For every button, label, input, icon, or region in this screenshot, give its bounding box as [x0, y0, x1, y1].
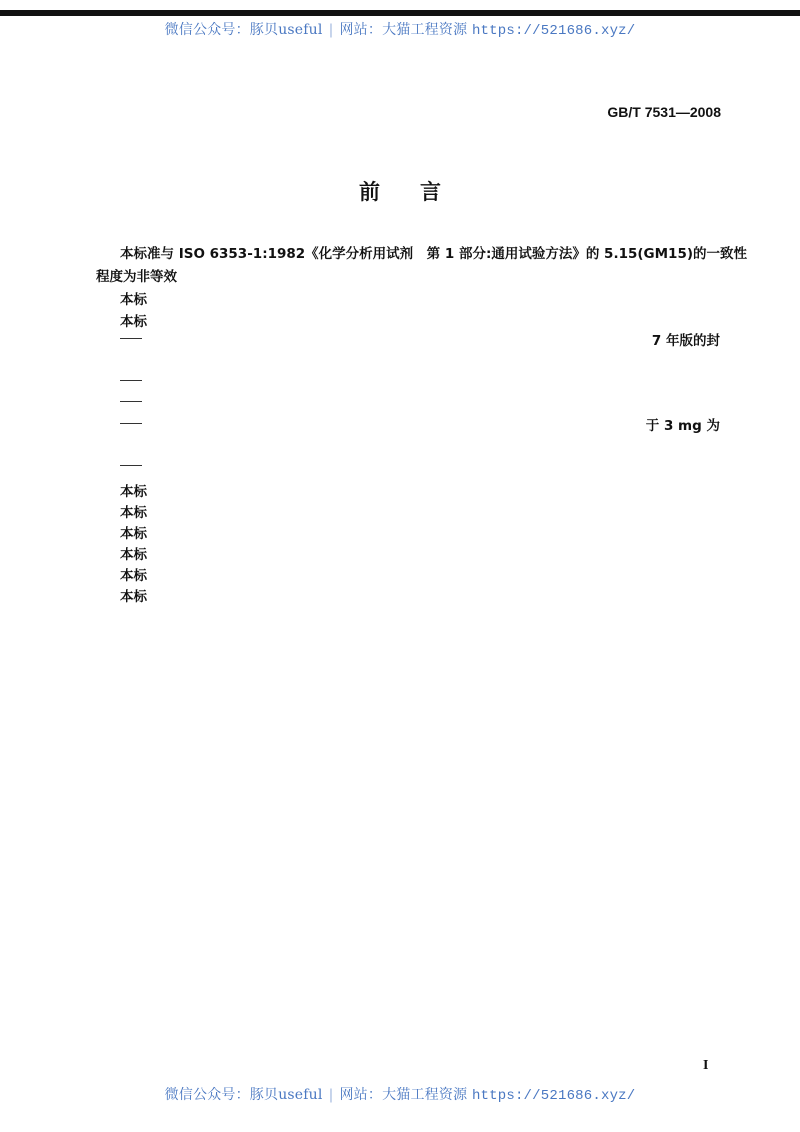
title-char-2: 言: [420, 180, 481, 204]
page-title: [0, 176, 800, 206]
watermark-site: 网站：大猫工程资源: [339, 1087, 468, 1103]
paragraph-1-line-2: 程度为非等效: [96, 269, 177, 285]
paragraph-stub: 本标: [120, 547, 147, 563]
text-fragment: 于 3 mg 为: [645, 418, 720, 434]
paragraph-stub: 本标: [120, 568, 147, 584]
paragraph-stub: 本标: [120, 526, 147, 542]
top-border-bar: [0, 10, 800, 16]
watermark-site: 网站：大猫工程资源: [339, 22, 468, 38]
page-number: I: [703, 1058, 709, 1073]
watermark-top: [0, 19, 800, 39]
list-dash: [120, 380, 142, 381]
list-dash: [120, 338, 142, 339]
list-dash: [120, 401, 142, 402]
paragraph-stub: 本标: [120, 484, 147, 500]
text-fragment: 7 年版的封: [651, 333, 720, 349]
watermark-bottom: [0, 1084, 800, 1104]
standard-code: GB/T 7531—2008: [607, 104, 721, 120]
watermark-url[interactable]: https://521686.xyz/: [471, 23, 636, 39]
watermark-url[interactable]: https://521686.xyz/: [471, 1088, 636, 1104]
list-dash: [120, 423, 142, 424]
paragraph-stub: 本标: [120, 292, 147, 308]
paragraph-1-line-1: 本标准与 ISO 6353-1:1982《化学分析用试剂 第 1 部分:通用试验方法》的 5.15(GM15)的一致性: [120, 246, 748, 262]
list-dash: [120, 465, 142, 466]
watermark-separator: |: [328, 1087, 334, 1103]
title-char-1: 前: [359, 180, 420, 204]
watermark-wechat: 微信公众号：豚贝useful: [164, 1087, 323, 1103]
paragraph-stub: 本标: [120, 314, 147, 330]
watermark-separator: |: [328, 22, 334, 38]
paragraph-stub: 本标: [120, 505, 147, 521]
paragraph-stub: 本标: [120, 589, 147, 605]
watermark-wechat: 微信公众号：豚贝useful: [164, 22, 323, 38]
